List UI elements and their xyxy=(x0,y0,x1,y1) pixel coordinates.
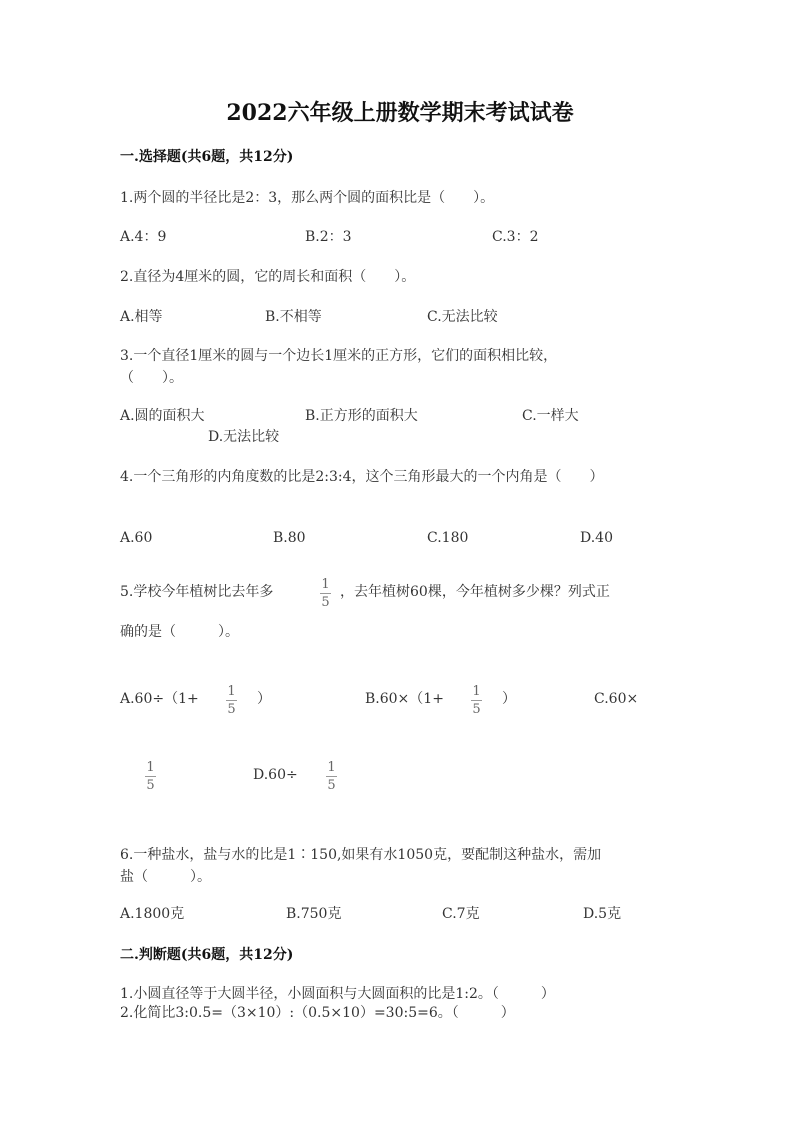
question-3-line1: 3.一个直径1厘米的圆与一个边长1厘米的正方形，它们的面积相比较， xyxy=(120,348,558,364)
question-5-part1: 5.学校今年植树比去年多 xyxy=(120,584,274,600)
question-4: 4.一个三角形的内角度数的比是2:3:4，这个三角形最大的一个内角是（ ） xyxy=(120,469,604,485)
question-2: 2.直径为4厘米的圆，它的周长和面积（ ）。 xyxy=(120,269,416,285)
q4-option-c[interactable]: C.180 xyxy=(427,530,469,546)
question-1: 1.两个圆的半径比是2：3，那么两个圆的面积比是（ ）。 xyxy=(120,190,495,206)
judgment-item-1: 1.小圆直径等于大圆半径，小圆面积与大圆面积的比是1:2。（ ） xyxy=(120,986,555,1002)
section-heading-judgment: 二.判断题(共6题，共12分) xyxy=(120,947,294,963)
fraction xyxy=(326,760,337,793)
q6-option-c[interactable]: C.7克 xyxy=(442,906,480,922)
numerator: 1 xyxy=(321,577,330,592)
q5-option-b[interactable]: B.60×（1+ xyxy=(365,691,444,707)
question-5-line2: 确的是（ ）。 xyxy=(120,624,239,640)
question-6-line1: 6.一种盐水，盐与水的比是1∶150,如果有水1050克，要配制这种盐水，需加 xyxy=(120,847,602,863)
fraction-bar xyxy=(320,593,331,594)
q6-option-b[interactable]: B.750克 xyxy=(286,906,342,922)
q5-option-d[interactable]: D.60÷ xyxy=(253,767,298,783)
fraction-bar xyxy=(226,700,237,701)
q2-option-c[interactable]: C.无法比较 xyxy=(427,309,498,325)
fraction-bar xyxy=(471,700,482,701)
q5-option-a[interactable]: A.60÷（1+ xyxy=(120,691,199,707)
q4-option-a[interactable]: A.60 xyxy=(120,530,153,546)
numerator: 1 xyxy=(146,760,155,775)
fraction xyxy=(226,684,237,717)
question-6-line2: 盐（ ）。 xyxy=(120,869,211,885)
q1-option-a[interactable]: A.4：9 xyxy=(120,229,167,245)
q2-option-a[interactable]: A.相等 xyxy=(120,309,163,325)
question-5-part2: ，去年植树60棵，今年植树多少棵？列式正 xyxy=(340,584,610,600)
q6-option-a[interactable]: A.1800克 xyxy=(120,906,185,922)
q3-option-a[interactable]: A.圆的面积大 xyxy=(120,408,205,424)
q5-option-c[interactable]: C.60× xyxy=(594,691,639,707)
denominator: 5 xyxy=(327,778,336,793)
denominator: 5 xyxy=(146,778,155,793)
fraction xyxy=(320,577,331,610)
question-3-line2: （ ）。 xyxy=(120,370,183,386)
fraction xyxy=(145,760,156,793)
numerator: 1 xyxy=(327,760,336,775)
denominator: 5 xyxy=(472,702,481,717)
denominator: 5 xyxy=(321,595,330,610)
q6-option-d[interactable]: D.5克 xyxy=(583,906,622,922)
q2-option-b[interactable]: B.不相等 xyxy=(265,309,322,325)
page-title: 2022六年级上册数学期末考试试卷 xyxy=(226,100,574,126)
fraction-bar xyxy=(145,776,156,777)
judgment-item-2: 2.化简比3:0.5=（3×10）:（0.5×10）=30:5=6。（ ） xyxy=(120,1005,515,1021)
numerator: 1 xyxy=(472,684,481,699)
fraction-bar xyxy=(326,776,337,777)
q1-option-c[interactable]: C.3：2 xyxy=(492,229,539,245)
denominator: 5 xyxy=(227,702,236,717)
numerator: 1 xyxy=(227,684,236,699)
q5-option-b-close: ） xyxy=(502,691,516,707)
q4-option-b[interactable]: B.80 xyxy=(273,530,306,546)
q4-option-d[interactable]: D.40 xyxy=(580,530,613,546)
q3-option-b[interactable]: B.正方形的面积大 xyxy=(305,408,418,424)
q5-option-a-close: ） xyxy=(257,691,271,707)
section-heading-choice: 一.选择题(共6题，共12分) xyxy=(120,149,294,165)
q3-option-c[interactable]: C.一样大 xyxy=(522,408,579,424)
q3-option-d[interactable]: D.无法比较 xyxy=(208,429,280,445)
fraction xyxy=(471,684,482,717)
q1-option-b[interactable]: B.2：3 xyxy=(305,229,352,245)
